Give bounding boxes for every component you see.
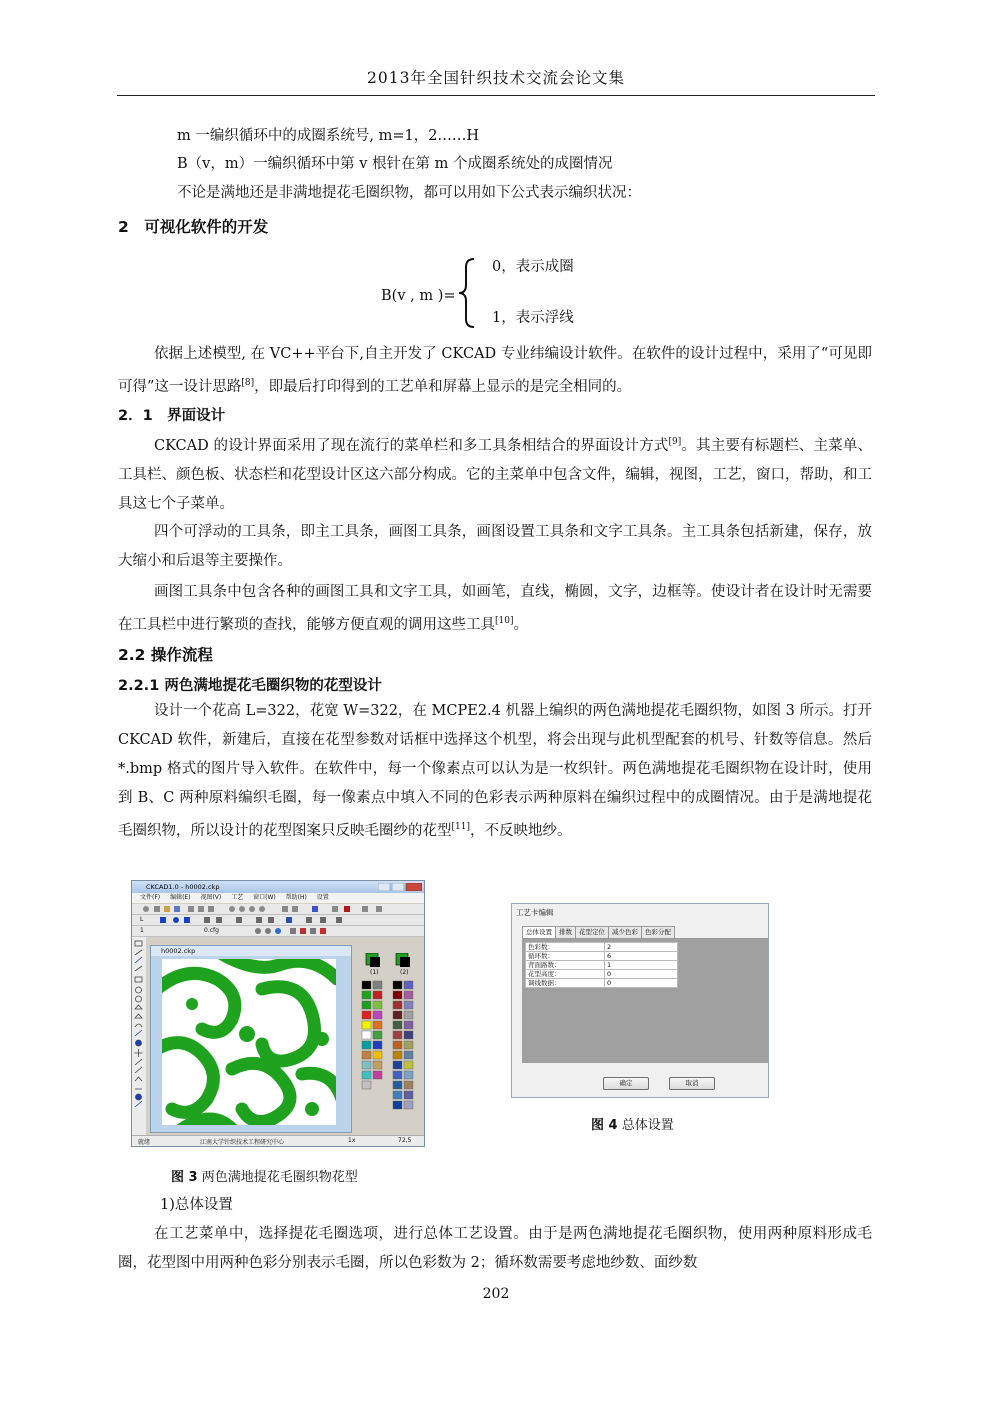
formula-lhs: B(v , m )=	[381, 288, 456, 304]
status-ready: 就绪	[138, 1139, 151, 1146]
tab-rows[interactable]: 排数	[555, 926, 576, 938]
citation-11: [11]	[451, 822, 470, 832]
paragraph-4: 画图工具条中包含各种的画图工具和文字工具，如画笔，直线，椭圆，文字，边框等。使设计者在设计时无需要在工具栏中进行繁琐的查找，能够方便直观的调用这些工具[10]。	[118, 584, 872, 633]
main-toolbar	[132, 904, 424, 915]
palette-label-2: (2)	[400, 969, 409, 976]
settings-panel	[522, 938, 769, 1063]
toolbar-buttons-icon[interactable]	[132, 904, 424, 914]
status-coordinates: 72,5	[398, 1137, 412, 1144]
table-row	[526, 979, 678, 988]
window-title: CKCAD1.0 - h0002.ckp	[146, 883, 220, 891]
paragraph-3: 四个可浮动的工具条，即主工具条，画图工具条，画图设置工具条和文字工具条。主工具条包括新建，保存，放大缩小和后退等主要操作。	[118, 524, 872, 569]
table-row	[526, 961, 678, 970]
tab-pattern-position[interactable]: 花型定位	[575, 926, 609, 938]
setting-value[interactable]: 1	[605, 961, 678, 970]
drawing-toolbar	[132, 915, 424, 926]
child-titlebar	[151, 946, 351, 956]
palette-label-1: (1)	[370, 969, 379, 976]
left-brace-icon	[456, 257, 478, 329]
tab-color-assignment[interactable]: 色彩分配	[641, 926, 675, 938]
setting-label: 背面路数：	[526, 961, 605, 970]
setting-value[interactable]: 6	[605, 952, 678, 961]
menu-edit[interactable]: 编辑(E)	[170, 894, 191, 901]
color-swatches[interactable]	[360, 953, 420, 1123]
table-row	[526, 952, 678, 961]
figure-3-caption: 图 3 两色满地提花毛圈织物花型	[171, 1170, 358, 1185]
tool-palette-icons[interactable]	[132, 937, 146, 1137]
formula-case-0: 0，表示成圈	[492, 259, 574, 275]
window-menubar	[132, 893, 424, 903]
pattern-child-window	[150, 945, 352, 1133]
setting-value[interactable]: 0	[605, 979, 678, 988]
window-controls-icon[interactable]	[378, 883, 422, 891]
size-combo[interactable]: 1	[140, 927, 144, 934]
dialog-tabs	[522, 926, 674, 938]
section-2-2-title: 2.2 操作流程	[118, 646, 213, 664]
section-2-title: 2 可视化软件的开发	[118, 218, 269, 236]
jacquard-pattern-canvas[interactable]	[162, 959, 336, 1125]
setting-label: 花型高度：	[526, 970, 605, 979]
running-header: 2013年全国针织技术交流会论文集	[367, 69, 625, 87]
tool-palette	[132, 937, 146, 1136]
window-titlebar	[132, 881, 424, 893]
paragraph-1: 依据上述模型, 在 VC++平台下,自主开发了 CKCAD 专业纬编设计软件。在软件的设计过程中，采用了“可见即可得”这一设计思路[8]，即最后打印得到的工艺单和屏幕上显示的是完全相同的。	[118, 346, 872, 395]
line-width-combo[interactable]: L	[140, 916, 144, 923]
menu-file[interactable]: 文件(F)	[140, 894, 161, 901]
citation-9: [9]	[668, 437, 682, 447]
table-row	[526, 970, 678, 979]
definition-b: B（v，m）一编织循环中第 v 根针在第 m 个成圈系统处的成圈情况	[177, 156, 613, 172]
setting-value[interactable]: 2	[605, 943, 678, 952]
citation-10: [10]	[495, 616, 514, 626]
color-palette	[360, 953, 420, 1123]
menu-craft[interactable]: 工艺	[231, 894, 244, 901]
figure-3-ckcad-window	[131, 880, 425, 1147]
section-2-2-1-title: 2.2.1 两色满地提花毛圈织物的花型设计	[118, 678, 382, 694]
paragraph-2: CKCAD 的设计界面采用了现在流行的菜单栏和多工具条相结合的界面设计方式[9]。其主要有标题栏、主菜单、工具栏、颜色板、状态栏和花型设计区这六部分构成。它的主菜单中包含文件，编辑，视图，工艺，窗口，帮助，和工具这七个子菜单。	[118, 437, 873, 512]
menu-help[interactable]: 帮助(H)	[285, 894, 307, 901]
status-organization: 江南大学针织技术工程研究中心	[200, 1139, 285, 1146]
settings-tools-icon[interactable]	[252, 926, 372, 936]
formula-case-1: 1，表示浮线	[492, 310, 574, 326]
child-title: h0002.ckp	[161, 947, 196, 955]
config-combo[interactable]: 0.cfg	[204, 927, 219, 934]
settings-toolbar	[132, 926, 424, 937]
section-2-1-title: 2．1 界面设计	[118, 408, 226, 424]
drawing-tools-icon[interactable]	[156, 915, 416, 925]
definition-intro: 不论是满地还是非满地提花毛圈织物，都可以用如下公式表示编织状况：	[177, 185, 641, 201]
setting-value[interactable]: 0	[605, 970, 678, 979]
setting-label: 调线数据：	[526, 979, 605, 988]
citation-8: [8]	[241, 378, 255, 388]
item-1-title: 1)总体设置	[160, 1197, 233, 1213]
definition-m: m 一编织循环中的成圈系统号, m=1，2……H	[177, 128, 480, 144]
status-bar	[132, 1135, 424, 1146]
table-row	[526, 943, 678, 952]
paragraph-5: 设计一个花高 L=322，花宽 W=322，在 MCPE2.4 机器上编织的两色满地提花毛圈织物，如图 3 所示。打开 CKCAD 软件，新建后，直接在花型参数对话框中选择这个机型，将会出现与此机型配套的机号、针数等信息。然后*.bmp 格式的图片导入软件。在软件中，每一个像素点可以认为是一枚织针。两色满地提花毛圈织物在设计时，使用到 B、C 两种原料编织毛圈，每一像素点中填入不同的色彩表示两种原料在编织过程中的成圈情况。由于是满地提花毛圈织物，所以设计的花型图案只反映毛圈纱的花型[11]，不反映地纱。	[118, 703, 872, 839]
menu-window[interactable]: 窗口(W)	[253, 894, 276, 901]
setting-label: 色彩数：	[526, 943, 605, 952]
menu-settings[interactable]: 设置	[316, 894, 329, 901]
menu-view[interactable]: 视图(V)	[200, 894, 222, 901]
settings-table	[525, 942, 678, 988]
figure-4-dialog	[511, 903, 769, 1098]
page-number: 202	[482, 1286, 510, 1302]
figure-4-caption: 图 4 总体设置	[591, 1118, 674, 1133]
header-rule	[117, 95, 875, 96]
status-zoom: 1x	[348, 1137, 356, 1144]
tab-general-settings[interactable]: 总体设置	[522, 926, 556, 938]
setting-label: 循环数：	[526, 952, 605, 961]
paragraph-6: 在工艺菜单中，选择提花毛圈选项，进行总体工艺设置。由于是两色满地提花毛圈织物，使用两种原料形成毛圈，花型图中用两种色彩分别表示毛圈，所以色彩数为 2；循环数需要考虑地纱数、面纱数	[118, 1226, 872, 1271]
cancel-button[interactable]: 取消	[669, 1077, 715, 1090]
tab-reduce-colors[interactable]: 减少色彩	[608, 926, 642, 938]
dialog-title: 工艺卡编辑	[516, 908, 554, 917]
ok-button[interactable]: 确定	[603, 1077, 649, 1090]
